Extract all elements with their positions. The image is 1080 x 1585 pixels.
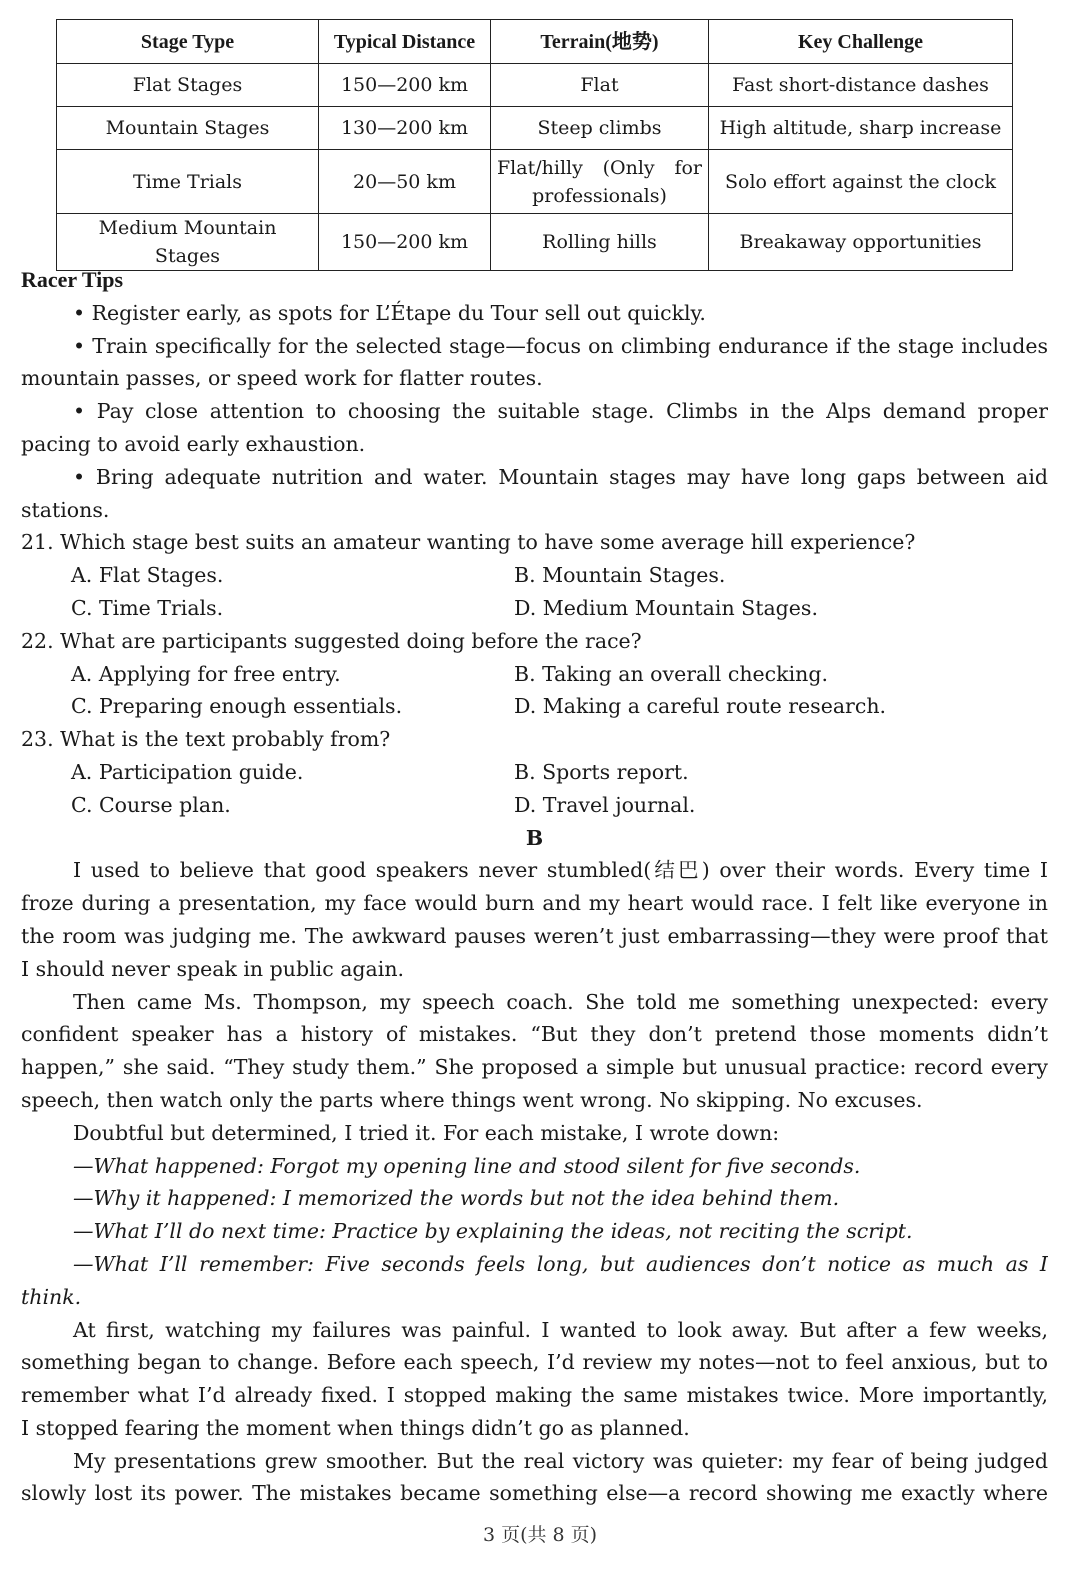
table-row [57, 214, 1013, 271]
option-row [21, 592, 1048, 625]
cell-distance: 150—200 km [319, 64, 491, 107]
table-row [57, 107, 1013, 150]
table-header-row [57, 20, 1013, 64]
cell-stage-type: Time Trials [57, 150, 319, 214]
header-stage-type: Stage Type [57, 20, 319, 64]
cell-challenge: Breakaway opportunities [709, 214, 1013, 271]
passage-label: B [525, 825, 544, 850]
passage-line: I should never speak in public again. [21, 956, 405, 981]
header-typical-distance: Typical Distance [319, 20, 491, 64]
passage-line: At first, watching my failures was painful. I wanted to look away. But after a few weeks, [73, 1317, 1048, 1342]
passage-line: confident speaker has a history of mistakes. “But they don’t pretend those moments didn’t [21, 1022, 1048, 1047]
option-row [21, 658, 1048, 691]
cell-distance: 130—200 km [319, 107, 491, 150]
cell-challenge: Solo effort against the clock [709, 150, 1013, 214]
question-stem: 21. Which stage best suits an amateur wanting to have some average hill experience? [21, 530, 916, 555]
option-row [21, 690, 1048, 723]
option-a: A. Participation guide. [71, 759, 304, 784]
page-number: 3 页(共 8 页) [482, 1524, 598, 1546]
passage-line: remember what I’d already fixed. I stopped making the same mistakes twice. More importantly, [21, 1383, 1048, 1408]
option-c: C. Course plan. [71, 792, 231, 817]
option-c: C. Time Trials. [71, 595, 224, 620]
cell-stage-type: Mountain Stages [57, 107, 319, 150]
cell-distance: 150—200 km [319, 214, 491, 271]
cell-challenge: High altitude, sharp increase [709, 107, 1013, 150]
option-d: D. Travel journal. [514, 792, 696, 817]
passage-line: I stopped fearing the moment when things didn’t go as planned. [21, 1415, 690, 1440]
tip-line: pacing to avoid early exhaustion. [21, 431, 366, 456]
passage-line: slowly lost its power. The mistakes became something else—a record showing me exactly where [21, 1481, 1048, 1506]
tip-line: • Register early, as spots for L’Étape du Tour sell out quickly. [73, 300, 706, 325]
cell-terrain: Flat [491, 64, 709, 107]
option-b: B. Taking an overall checking. [514, 661, 828, 686]
passage-line: I used to believe that good speakers never stumbled(结巴) over their words. Every time I [73, 858, 1048, 883]
section-heading-racer-tips: Racer Tips [21, 267, 124, 292]
passage-line: speech, then watch only the parts where things went wrong. No skipping. No excuses. [21, 1087, 923, 1112]
option-row [21, 789, 1048, 822]
option-b: B. Sports report. [514, 759, 689, 784]
option-a: A. Flat Stages. [71, 563, 224, 588]
option-row [21, 559, 1048, 592]
tip-line: • Train specifically for the selected stage—focus on climbing endurance if the stage includes [73, 333, 1048, 358]
option-a: A. Applying for free entry. [71, 661, 341, 686]
cell-distance: 20—50 km [319, 150, 491, 214]
question-stem: 23. What is the text probably from? [21, 727, 391, 752]
passage-line: froze during a presentation, my face would burn and my heart would race. I felt like everyone in [21, 891, 1048, 916]
tip-line: mountain passes, or speed work for flatter routes. [21, 366, 543, 391]
cell-terrain [491, 150, 709, 214]
option-c: C. Preparing enough essentials. [71, 694, 403, 719]
cell-terrain: Steep climbs [491, 107, 709, 150]
option-b: B. Mountain Stages. [514, 563, 726, 588]
note-line: —What I’ll remember: Five seconds feels long, but audiences don’t notice as much as I [73, 1251, 1048, 1276]
option-d: D. Medium Mountain Stages. [514, 595, 818, 620]
page-content [21, 264, 1048, 1510]
passage-line: My presentations grew smoother. But the real victory was quieter: my fear of being judged [73, 1448, 1048, 1473]
passage-line: Doubtful but determined, I tried it. For each mistake, I wrote down: [73, 1120, 780, 1145]
note-line: —What I’ll do next time: Practice by explaining the ideas, not reciting the script. [73, 1219, 913, 1244]
tip-line: stations. [21, 497, 110, 522]
cell-terrain-line: Flat/hilly (Only for [497, 156, 702, 179]
note-line: think. [21, 1284, 82, 1309]
cell-challenge: Fast short-distance dashes [709, 64, 1013, 107]
cell-stage-type: Flat Stages [57, 64, 319, 107]
passage-line: something began to change. Before each speech, I’d review my notes—not to feel anxious, but to [21, 1350, 1048, 1375]
option-row [21, 756, 1048, 789]
table-row [57, 150, 1013, 214]
tip-line: • Pay close attention to choosing the suitable stage. Climbs in the Alps demand proper [73, 399, 1048, 424]
tip-line: • Bring adequate nutrition and water. Mountain stages may have long gaps between aid [73, 464, 1048, 489]
table-row [57, 64, 1013, 107]
stage-table [56, 19, 1013, 271]
question-stem: 22. What are participants suggested doing before the race? [21, 628, 642, 653]
note-line: —Why it happened: I memorized the words but not the idea behind them. [73, 1186, 840, 1211]
note-line: —What happened: Forgot my opening line and stood silent for five seconds. [73, 1153, 861, 1178]
option-d: D. Making a careful route research. [514, 694, 887, 719]
cell-stage-type: Medium Mountain Stages [57, 214, 319, 271]
header-terrain: Terrain(地势) [491, 20, 709, 64]
header-key-challenge: Key Challenge [709, 20, 1013, 64]
passage-line: Then came Ms. Thompson, my speech coach. She told me something unexpected: every [73, 989, 1048, 1014]
cell-terrain-line: professionals) [532, 184, 667, 207]
passage-line: happen,” she said. “They study them.” She proposed a simple but unusual practice: record every [21, 1055, 1048, 1080]
passage-line: the room was judging me. The awkward pauses weren’t just embarrassing—they were proof that [21, 923, 1048, 948]
cell-terrain: Rolling hills [491, 214, 709, 271]
